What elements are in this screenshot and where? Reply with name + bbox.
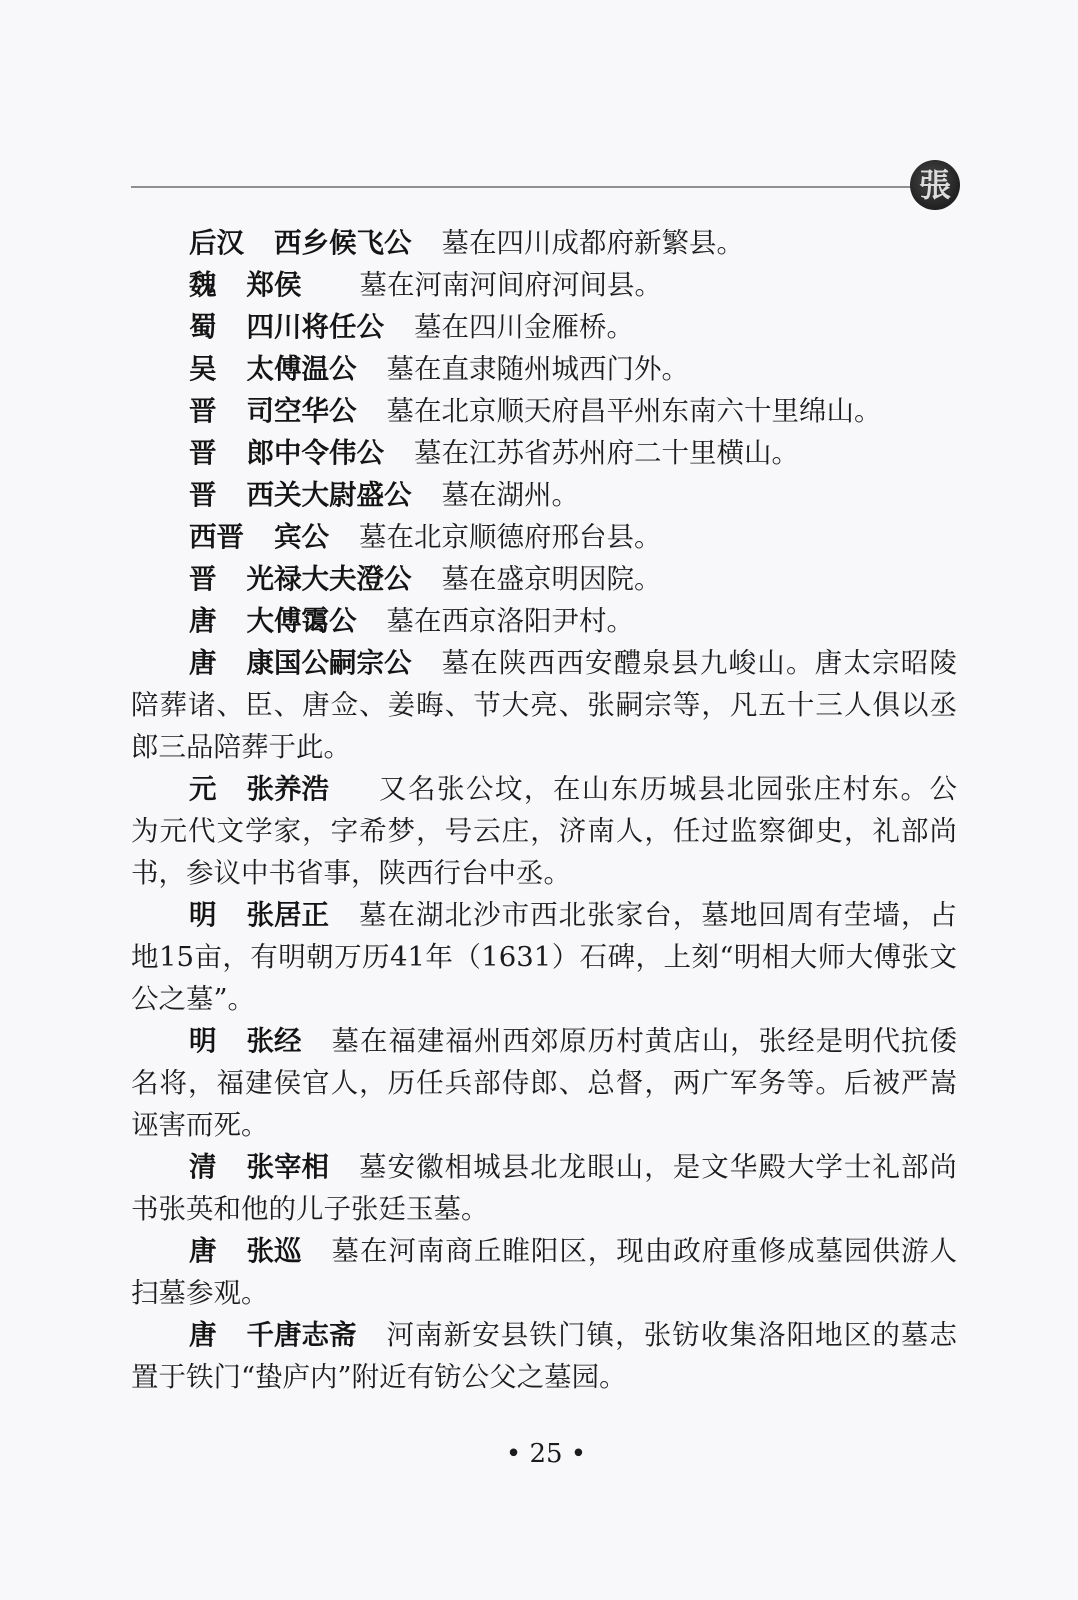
entry-first-line (131, 642, 957, 684)
person-name: 康国公嗣宗公 (246, 647, 412, 679)
person-name: 张宰相 (246, 1151, 329, 1183)
tomb-list (131, 222, 957, 1398)
entry-first-line (131, 1020, 957, 1062)
entry-first-line (131, 222, 957, 264)
dynasty-label: 元 (189, 773, 217, 805)
entry-first-line (131, 768, 957, 810)
tomb-entry (131, 516, 957, 558)
person-name: 郎中令伟公 (246, 437, 384, 469)
dynasty-label: 魏 (189, 269, 217, 301)
page-number: • 25 • (505, 1439, 587, 1469)
tomb-entry (131, 1314, 957, 1398)
tomb-entry (131, 558, 957, 600)
entry-continuation-line: 地15亩，有明朝万历41年（1631）石碑，上刻“明相大师大傅张文 (131, 941, 957, 973)
entry-continuation-line: 书，参议中书省事，陕西行台中丞。 (131, 857, 571, 889)
tomb-description: 墓在西京洛阳尹村。 (386, 605, 634, 637)
dynasty-label: 西晋 (189, 521, 244, 553)
surname-badge-icon: 張 (910, 160, 960, 210)
person-name: 张巡 (246, 1235, 302, 1267)
tomb-description: 墓在四川成都府新繁县。 (441, 227, 744, 259)
person-name: 西乡候飞公 (274, 227, 412, 259)
dynasty-label: 明 (189, 899, 217, 931)
tomb-entry (131, 768, 957, 894)
dynasty-label: 唐 (189, 647, 217, 679)
tomb-entry (131, 474, 957, 516)
entry-first-line (131, 600, 957, 642)
tomb-entry (131, 348, 957, 390)
entry-first-line (131, 894, 957, 936)
tomb-description: 墓在江苏省苏州府二十里横山。 (414, 437, 799, 469)
tomb-description: 墓安徽相城县北龙眼山，是文华殿大学士礼部尚 (359, 1151, 957, 1183)
tomb-entry (131, 306, 957, 348)
dynasty-label: 清 (189, 1151, 217, 1183)
person-name: 司空华公 (246, 395, 357, 427)
tomb-description: 墓在北京顺德府邢台县。 (359, 521, 662, 553)
entry-first-line (131, 264, 957, 306)
entry-continuation-line: 为元代文学家，字希梦，号云庄，济南人，任过监察御史，礼部尚 (131, 815, 957, 847)
tomb-description: 又名张公坟，在山东历城县北园张庄村东。公 (379, 773, 957, 805)
dynasty-label: 晋 (189, 563, 217, 595)
dynasty-label: 晋 (189, 479, 217, 511)
entry-first-line (131, 348, 957, 390)
dynasty-label: 蜀 (189, 311, 217, 343)
dynasty-label: 晋 (189, 437, 217, 469)
tomb-description: 墓在湖州。 (441, 479, 579, 511)
entry-first-line (131, 390, 957, 432)
header-rule (131, 186, 913, 188)
tomb-entry (131, 600, 957, 642)
tomb-description: 墓在湖北沙市西北张家台，墓地回周有茔墙，占 (359, 899, 957, 931)
dynasty-label: 唐 (189, 1319, 217, 1351)
entry-continuation-line: 扫墓参观。 (131, 1277, 269, 1309)
entry-continuation-line: 公之墓”。 (131, 983, 256, 1015)
dynasty-label: 晋 (189, 395, 217, 427)
dynasty-label: 吴 (189, 353, 217, 385)
person-name: 张养浩 (246, 773, 329, 805)
entry-continuation-line: 陪葬诸、臣、唐佥、姜晦、节大亮、张嗣宗等，凡五十三人俱以丞 (131, 689, 957, 721)
person-name: 张居正 (246, 899, 329, 931)
entry-first-line (131, 306, 957, 348)
tomb-entry (131, 1020, 957, 1146)
entry-first-line (131, 558, 957, 600)
tomb-entry (131, 264, 957, 306)
entry-first-line (131, 474, 957, 516)
person-name: 千唐志斋 (246, 1319, 357, 1351)
person-name: 郑侯 (246, 269, 302, 301)
entry-continuation-line: 书张英和他的儿子张廷玉墓。 (131, 1193, 489, 1225)
tomb-entry (131, 222, 957, 264)
tomb-description: 墓在陕西西安醴泉县九峻山。唐太宗昭陵 (441, 647, 957, 679)
dynasty-label: 明 (189, 1025, 217, 1057)
tomb-entry (131, 894, 957, 1020)
entry-first-line (131, 1314, 957, 1356)
tomb-entry (131, 390, 957, 432)
entry-continuation-line: 诬害而死。 (131, 1109, 269, 1141)
entry-first-line (131, 516, 957, 558)
person-name: 四川将任公 (246, 311, 384, 343)
dynasty-label: 后汉 (189, 227, 244, 259)
entry-continuation-line: 置于铁门“蛰庐内”附近有钫公父之墓园。 (131, 1361, 627, 1393)
tomb-entry (131, 1146, 957, 1230)
person-name: 西关大尉盛公 (246, 479, 412, 511)
tomb-description: 河南新安县铁门镇，张钫收集洛阳地区的墓志 (386, 1319, 957, 1351)
tomb-description: 墓在四川金雁桥。 (414, 311, 634, 343)
tomb-description: 墓在福建福州西郊原历村黄店山，张经是明代抗倭 (331, 1025, 957, 1057)
person-name: 光禄大夫澄公 (246, 563, 412, 595)
person-name: 宾公 (274, 521, 329, 553)
person-name: 大傅霭公 (246, 605, 357, 637)
tomb-entry (131, 1230, 957, 1314)
tomb-description: 墓在河南商丘睢阳区，现由政府重修成墓园供游人 (331, 1235, 957, 1267)
entry-first-line (131, 1146, 957, 1188)
tomb-entry (131, 642, 957, 768)
entry-first-line (131, 1230, 957, 1272)
person-name: 张经 (246, 1025, 302, 1057)
person-name: 太傅温公 (246, 353, 357, 385)
tomb-description: 墓在直隶随州城西门外。 (386, 353, 689, 385)
dynasty-label: 唐 (189, 605, 217, 637)
tomb-entry (131, 432, 957, 474)
dynasty-label: 唐 (189, 1235, 217, 1267)
tomb-description: 墓在河南河间府河间县。 (359, 269, 662, 301)
entry-continuation-line: 名将，福建侯官人，历任兵部侍郎、总督，两广军务等。后被严嵩 (131, 1067, 957, 1099)
tomb-description: 墓在盛京明因院。 (441, 563, 662, 595)
tomb-description: 墓在北京顺天府昌平州东南六十里绵山。 (386, 395, 882, 427)
entry-first-line (131, 432, 957, 474)
entry-continuation-line: 郎三品陪葬于此。 (131, 731, 351, 763)
